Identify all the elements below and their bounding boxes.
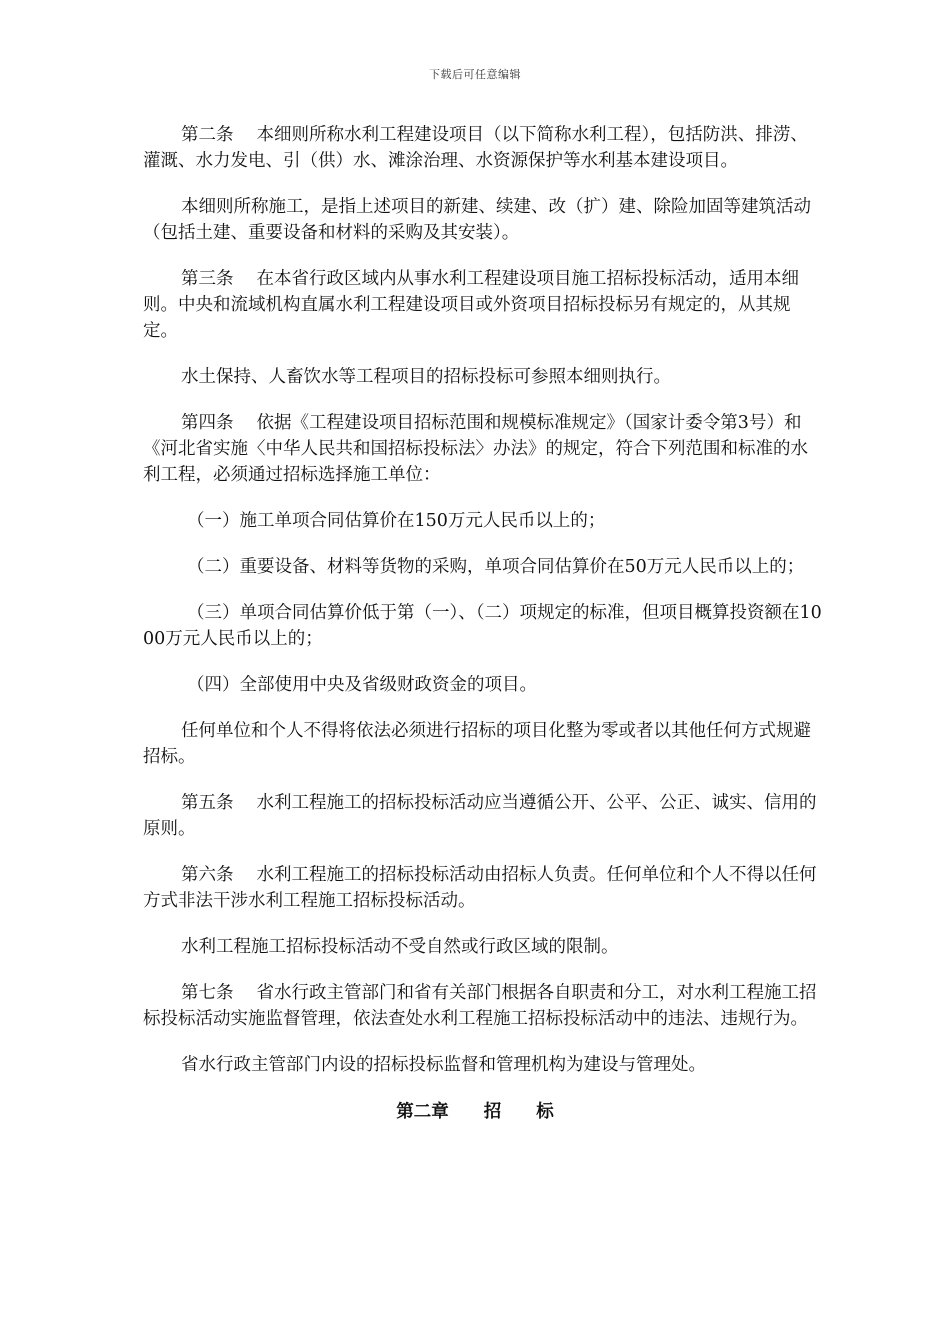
no-region-limit-paragraph: 水利工程施工招标投标活动不受自然或行政区域的限制。 bbox=[181, 937, 619, 957]
document-body bbox=[143, 122, 823, 1123]
article-3-paragraph: 第三条 在本省行政区域内从事水利工程建设项目施工招标投标活动，适用本细则。中央和流域机构直属水利工程建设项目或外资项目招标投标另有规定的，从其规定。 bbox=[143, 269, 800, 341]
article-6-paragraph: 第六条 水利工程施工的招标投标活动由招标人负责。任何单位和个人不得以任何方式非法干涉水利工程施工招标投标活动。 bbox=[143, 865, 817, 911]
construction-definition-paragraph: 本细则所称施工，是指上述项目的新建、续建、改（扩）建、除险加固等建筑活动（包括土建、重要设备和材料的采购及其安装）。 bbox=[143, 197, 811, 243]
no-splitting-paragraph: 任何单位和个人不得将依法必须进行招标的项目化整为零或者以其他任何方式规避招标。 bbox=[143, 721, 811, 767]
item-4-paragraph: （四）全部使用中央及省级财政资金的项目。 bbox=[187, 675, 537, 695]
page-header-note: 下载后可任意编辑 bbox=[429, 68, 521, 81]
article-5-paragraph: 第五条 水利工程施工的招标投标活动应当遵循公开、公平、公正、诚实、信用的原则。 bbox=[143, 793, 817, 839]
supervision-office-paragraph: 省水行政主管部门内设的招标投标监督和管理机构为建设与管理处。 bbox=[181, 1055, 706, 1075]
article-2-paragraph: 第二条 本细则所称水利工程建设项目（以下简称水利工程），包括防洪、排涝、灌溉、水力发电、引（供）水、滩涂治理、水资源保护等水利基本建设项目。 bbox=[143, 125, 808, 171]
article-7-paragraph: 第七条 省水行政主管部门和省有关部门根据各自职责和分工，对水利工程施工招标投标活动实施监督管理，依法查处水利工程施工招标投标活动中的违法、违规行为。 bbox=[143, 983, 817, 1029]
article-4-paragraph: 第四条 依据《工程建设项目招标范围和规模标准规定》（国家计委令第3号）和《河北省实施〈中华人民共和国招标投标法〉办法》的规定，符合下列范围和标准的水利工程，必须通过招标选择施工单位： bbox=[143, 413, 808, 485]
item-3-paragraph: （三）单项合同估算价低于第（一）、（二）项规定的标准，但项目概算投资额在1000万元人民币以上的； bbox=[143, 603, 822, 649]
soil-water-paragraph: 水土保持、人畜饮水等工程项目的招标投标可参照本细则执行。 bbox=[181, 367, 671, 387]
item-1-paragraph: （一）施工单项合同估算价在150万元人民币以上的； bbox=[187, 511, 606, 531]
item-2-paragraph: （二）重要设备、材料等货物的采购，单项合同估算价在50万元人民币以上的； bbox=[187, 557, 805, 577]
chapter-2-heading: 第二章 招 标 bbox=[396, 1102, 554, 1122]
